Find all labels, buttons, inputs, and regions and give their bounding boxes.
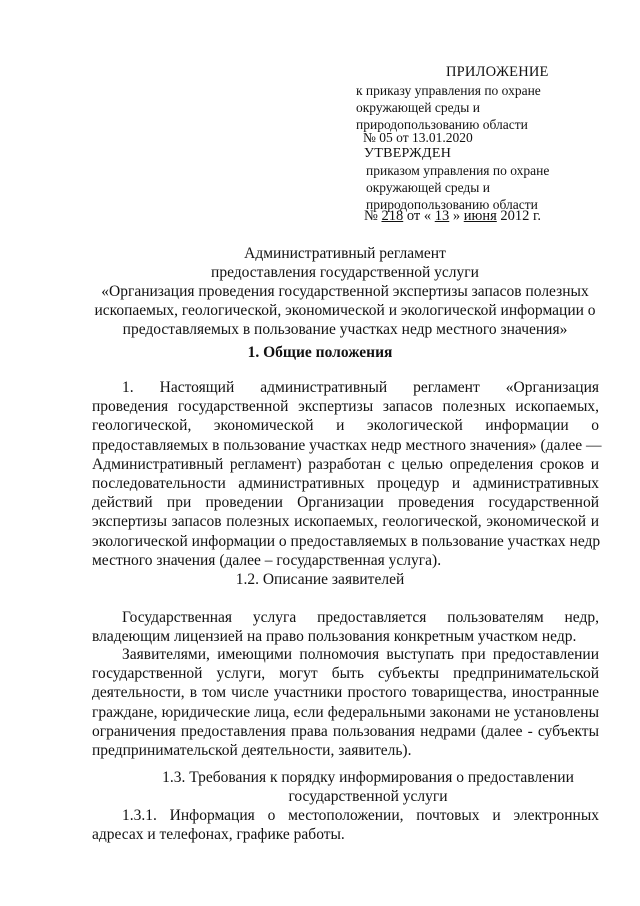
paragraph-line: Административный регламент) разработан с целью определения сроков и [92, 455, 599, 473]
heading-line: 1.3. Требования к порядку информирования о предоставлении [162, 769, 574, 786]
paragraph-line: экологической информации о предоставляемых в пользование участках недр [92, 532, 601, 550]
paragraph-line: геологической, экономической и экологической информации о [92, 417, 599, 435]
paragraph-line: экспертизы запасов полезных ископаемых, геологической, экономической и [92, 513, 599, 531]
order-date-quote: » [452, 208, 461, 224]
paragraph-line: предпринимательской деятельности, заявитель). [92, 742, 412, 760]
title-line: предоставления государственной услуги [211, 264, 479, 281]
section-1-heading: 1. Общие положения [247, 344, 393, 361]
paragraph-line: местного значения (далее – государственная услуга). [92, 551, 442, 569]
appendix-order-reference [356, 82, 541, 133]
paragraph-line: 1. Настоящий административный регламент «Организация [122, 379, 599, 396]
section-1-2-heading: 1.2. Описание заявителей [235, 571, 405, 588]
order-number-value: 218 [381, 208, 404, 224]
appendix-line: природопользованию области [356, 117, 528, 132]
paragraph-line: владеющим лицензией на право пользования конкретным участком недр. [92, 628, 577, 646]
section-1-3-heading [148, 768, 588, 806]
appendix-title: ПРИЛОЖЕНИЕ [446, 64, 549, 80]
paragraph-3 [92, 645, 599, 760]
heading-line: государственной услуги [288, 788, 448, 805]
approval-order-reference [366, 162, 549, 213]
order-date-from: от « [406, 208, 432, 224]
paragraph-1 [92, 378, 602, 570]
title-line: предоставляемых в пользование участках недр местного значения» [122, 321, 568, 338]
paragraph-line: Государственная услуга предоставляется пользователям недр, [122, 609, 599, 626]
document-title [90, 244, 600, 339]
order-date-month: июня [463, 208, 497, 224]
approval-line: окружающей среды и [366, 180, 490, 195]
title-line: «Организация проведения государственной экспертизы запасов полезных [101, 283, 589, 300]
title-line: ископаемых, геологической, экономической и экологической информации о [94, 302, 596, 319]
paragraph-line: действий при проведении Организации проведения государственной [92, 494, 599, 512]
paragraph-line: Заявителями, имеющими полномочия выступать при предоставлении [122, 646, 599, 663]
paragraph-line: граждане, юридические лица, если федеральными законами не установлены [92, 703, 599, 721]
paragraph-line: деятельности, в том числе участники простого товарищества, иностранные [92, 684, 599, 702]
paragraph-line: ограничения предоставления права пользования недрами (далее - субъекты [92, 722, 599, 740]
paragraph-line: предоставляемых в пользование участках недр местного значения» (далее — [92, 436, 602, 454]
order-date-day: 13 [434, 208, 450, 224]
appendix-line: к приказу управления по охране [356, 83, 541, 98]
appendix-line: окружающей среды и [356, 100, 480, 115]
paragraph-4 [92, 806, 599, 844]
approval-line: приказом управления по охране [366, 163, 550, 178]
approval-line: природопользованию области [366, 197, 538, 212]
paragraph-line: последовательности административных процедур и административных [92, 475, 599, 493]
approval-order-number [364, 208, 541, 225]
paragraph-line: адресах и телефонах, графике работы. [92, 826, 345, 844]
order-number-prefix: № [364, 208, 378, 224]
approved-label: УТВЕРЖДЕН [364, 146, 452, 161]
appendix-order-number: № 05 от 13.01.2020 [363, 130, 473, 145]
order-date-year: 2012 г. [500, 208, 541, 224]
paragraph-line: проведения государственной экспертизы запасов полезных ископаемых, [92, 398, 599, 416]
title-line: Административный регламент [244, 245, 446, 262]
paragraph-line: 1.3.1. Информация о местоположении, почтовых и электронных [122, 807, 599, 824]
paragraph-2 [92, 608, 599, 646]
paragraph-line: государственной услуги, могут быть субъекты предпринимательской [92, 665, 599, 683]
